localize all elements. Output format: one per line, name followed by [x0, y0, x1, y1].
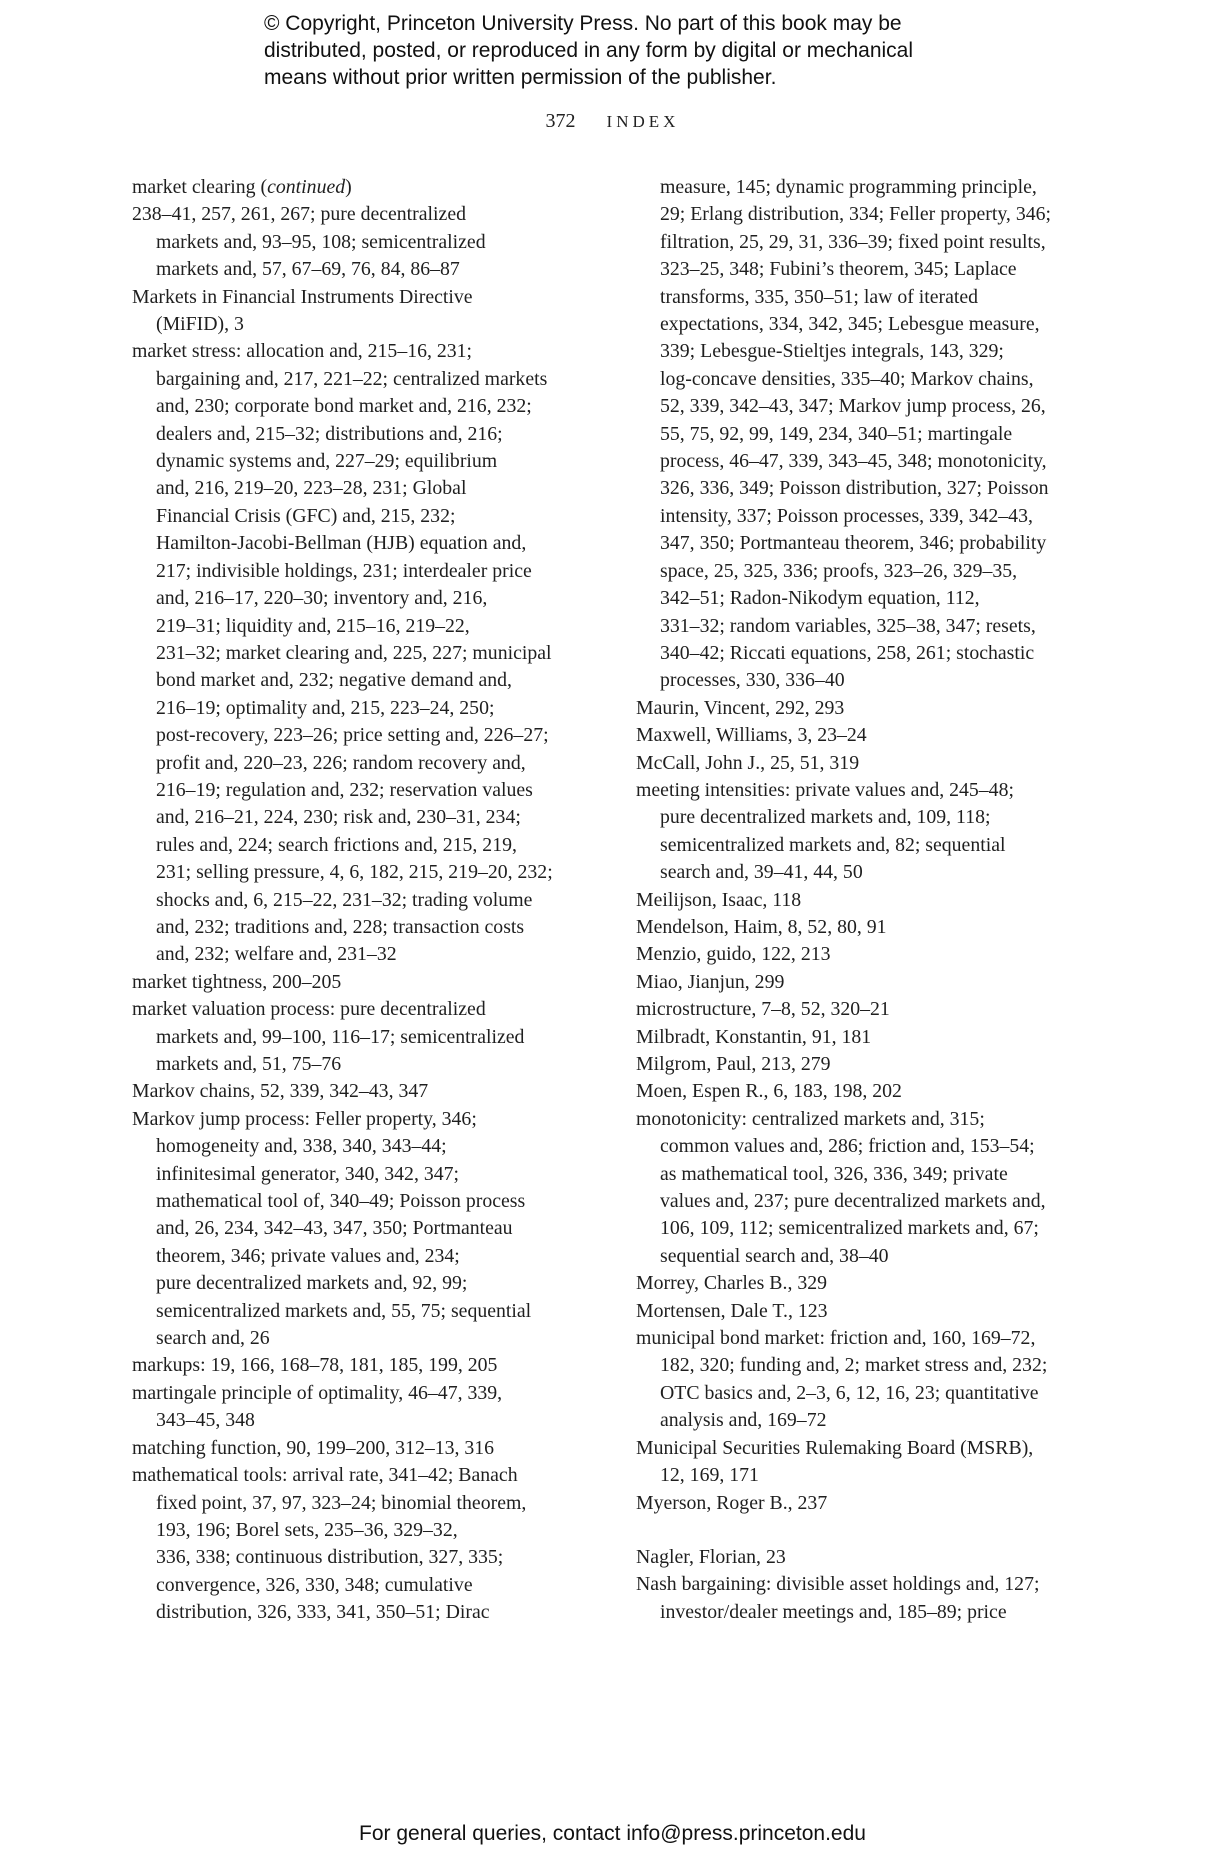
entry-line: shocks and, 6, 215–22, 231–32; trading volume: [156, 888, 533, 911]
entry-line: Mendelson, Haim, 8, 52, 80, 91: [636, 915, 887, 938]
entry-line: McCall, John J., 25, 51, 319: [636, 751, 860, 774]
index-entry: [636, 1298, 1096, 1325]
index-entry: [636, 941, 1096, 968]
entry-line: and, 216–17, 220–30; inventory and, 216,: [156, 587, 488, 610]
entry-line: market tightness, 200–205: [132, 970, 342, 993]
index-entry: [132, 1462, 602, 1626]
entry-line: 347, 350; Portmanteau theorem, 346; probability: [660, 532, 1047, 555]
index-entry: [636, 969, 1096, 996]
entry-line: municipal bond market: friction and, 160, 169–72,: [636, 1327, 1036, 1350]
entry-line: pure decentralized markets and, 109, 118;: [660, 806, 991, 829]
index-entry: [132, 1106, 602, 1353]
entry-line: theorem, 346; private values and, 234;: [156, 1244, 460, 1267]
entry-line: Moen, Espen R., 6, 183, 198, 202: [636, 1080, 902, 1103]
entry-line: search and, 39–41, 44, 50: [660, 861, 863, 884]
entry-line: Hamilton-Jacobi-Bellman (HJB) equation and,: [156, 532, 527, 555]
entry-line: Markov chains, 52, 339, 342–43, 347: [132, 1080, 429, 1103]
index-entry: [636, 1490, 1096, 1517]
index-entry: [636, 1435, 1096, 1490]
entry-line: distribution, 326, 333, 341, 350–51; Dirac: [156, 1601, 490, 1624]
section-title: INDEX: [606, 112, 680, 131]
entry-line: processes, 330, 336–40: [660, 669, 845, 692]
index-column-right: [636, 174, 1096, 1626]
entry-line: 343–45, 348: [156, 1409, 255, 1432]
entry-line: process, 46–47, 339, 343–45, 348; monotonicity,: [660, 450, 1047, 473]
entry-line: market stress: allocation and, 215–16, 231;: [132, 340, 473, 363]
index-entry: [636, 1571, 1096, 1626]
entry-line: search and, 26: [156, 1327, 270, 1350]
index-entry: [636, 1270, 1096, 1297]
entry-line: values and, 237; pure decentralized markets and,: [660, 1190, 1046, 1213]
entry-line: Nash bargaining: divisible asset holdings and, 127;: [636, 1573, 1040, 1596]
index-entry: [636, 914, 1096, 941]
index-entry: [132, 1435, 602, 1462]
entry-line: markets and, 57, 67–69, 76, 84, 86–87: [156, 258, 460, 281]
entry-line: Menzio, guido, 122, 213: [636, 943, 831, 966]
index-entry: [636, 1325, 1096, 1435]
entry-line: 323–25, 348; Fubini’s theorem, 345; Laplace: [660, 258, 1017, 281]
entry-line: and, 232; welfare and, 231–32: [156, 943, 397, 966]
index-entry: [636, 750, 1096, 777]
entry-line: (MiFID), 3: [156, 313, 244, 336]
entry-line: 52, 339, 342–43, 347; Markov jump process, 26,: [660, 395, 1046, 418]
entry-line: pure decentralized markets and, 92, 99;: [156, 1272, 468, 1295]
entry-line: semicentralized markets and, 82; sequential: [660, 833, 1006, 856]
entry-term: market clearing: [132, 176, 256, 198]
entry-line: fixed point, 37, 97, 323–24; binomial theorem,: [156, 1491, 527, 1514]
entry-line: Morrey, Charles B., 329: [636, 1272, 828, 1295]
page-number: 372: [545, 110, 576, 132]
index-column-left: [132, 174, 602, 1627]
entry-line: OTC basics and, 2–3, 6, 12, 16, 23; quantitative: [660, 1381, 1039, 1404]
entry-line: and, 232; traditions and, 228; transaction costs: [156, 915, 525, 938]
entry-line: Miao, Jianjun, 299: [636, 970, 785, 993]
entry-line: common values and, 286; friction and, 153–54;: [660, 1135, 1035, 1158]
entry-line: convergence, 326, 330, 348; cumulative: [156, 1573, 473, 1596]
entry-line: post-recovery, 223–26; price setting and, 226–27;: [156, 724, 549, 747]
index-entry: [636, 722, 1096, 749]
entry-line: and, 216, 219–20, 223–28, 231; Global: [156, 477, 467, 500]
entry-line: martingale principle of optimality, 46–47, 339,: [132, 1381, 503, 1404]
entry-line: 193, 196; Borel sets, 235–36, 329–32,: [156, 1518, 458, 1541]
index-entry: [636, 1078, 1096, 1105]
entry-line: and, 230; corporate bond market and, 216, 232;: [156, 395, 532, 418]
entry-line: 231–32; market clearing and, 225, 227; municipal: [156, 641, 552, 664]
index-entry: [132, 284, 602, 339]
index-entry: [132, 338, 602, 968]
right-entries: [636, 695, 1096, 1517]
entry-line: 29; Erlang distribution, 334; Feller property, 346;: [660, 203, 1051, 226]
entry-line: 219–31; liquidity and, 215–16, 219–22,: [156, 614, 470, 637]
running-head: [0, 110, 1225, 133]
entry-line: 331–32; random variables, 325–38, 347; resets,: [660, 614, 1036, 637]
index-entry: [636, 1544, 1096, 1571]
entry-line: Maurin, Vincent, 292, 293: [636, 696, 845, 719]
entry-line: 340–42; Riccati equations, 258, 261; stochastic: [660, 641, 1035, 664]
index-entry: [636, 1106, 1096, 1270]
entry-line: 216–19; optimality and, 215, 223–24, 250;: [156, 696, 495, 719]
entry-line: analysis and, 169–72: [660, 1409, 827, 1432]
index-entry: [132, 969, 602, 996]
entry-line: profit and, 220–23, 226; random recovery and,: [156, 751, 526, 774]
index-entry: [636, 996, 1096, 1023]
entry-line: measure, 145; dynamic programming principle,: [660, 176, 1037, 198]
continuation-block: [636, 174, 1096, 695]
footer-contact: For general queries, contact info@press.princeton.edu: [359, 1822, 866, 1845]
entry-line: Municipal Securities Rulemaking Board (MSRB),: [636, 1436, 1034, 1459]
entry-line: Financial Crisis (GFC) and, 215, 232;: [156, 504, 456, 527]
copyright-notice: [264, 10, 984, 91]
entry-line: log-concave densities, 335–40; Markov chains,: [660, 367, 1034, 390]
entry-line: meeting intensities: private values and, 245–48;: [636, 778, 1014, 801]
entry-line: and, 216–21, 224, 230; risk and, 230–31, 234;: [156, 806, 521, 829]
index-entry: [132, 1078, 602, 1105]
entry-line: 55, 75, 92, 99, 149, 234, 340–51; martingale: [660, 422, 1013, 445]
copyright-line: distributed, posted, or reproduced in any form by digital or mechanical: [264, 39, 914, 62]
index-entry: [132, 996, 602, 1078]
continued-label: continued: [267, 176, 346, 198]
entry-line: expectations, 334, 342, 345; Lebesgue measure,: [660, 313, 1040, 336]
index-entry: [636, 777, 1096, 887]
entry-line: 182, 320; funding and, 2; market stress and, 232;: [660, 1354, 1048, 1377]
entry-line: monotonicity: centralized markets and, 315;: [636, 1107, 985, 1130]
entry-line: dealers and, 215–32; distributions and, 216;: [156, 422, 503, 445]
entry-line: mathematical tool of, 340–49; Poisson process: [156, 1190, 526, 1213]
entry-line: microstructure, 7–8, 52, 320–21: [636, 998, 890, 1021]
entry-line: Nagler, Florian, 23: [636, 1545, 786, 1568]
entry-line: homogeneity and, 338, 340, 343–44;: [156, 1135, 447, 1158]
entry-line: filtration, 25, 29, 31, 336–39; fixed point results,: [660, 230, 1046, 253]
index-entry: [636, 695, 1096, 722]
left-entries: [132, 201, 602, 1626]
entry-line: transforms, 335, 350–51; law of iterated: [660, 285, 979, 308]
entry-line: markets and, 93–95, 108; semicentralized: [156, 230, 486, 253]
entry-line: investor/dealer meetings and, 185–89; price: [660, 1600, 1007, 1623]
entry-line: 342–51; Radon-Nikodym equation, 112,: [660, 587, 980, 610]
entry-line: rules and, 224; search frictions and, 215, 219,: [156, 833, 517, 856]
entry-line: 217; indivisible holdings, 231; interdealer price: [156, 559, 532, 582]
entry-line: markets and, 51, 75–76: [156, 1053, 342, 1075]
entry-line: 339; Lebesgue-Stieltjes integrals, 143, 329;: [660, 340, 1004, 363]
entry-line: infinitesimal generator, 340, 342, 347;: [156, 1162, 460, 1185]
entry-line: dynamic systems and, 227–29; equilibrium: [156, 450, 498, 473]
entry-line: sequential search and, 38–40: [660, 1244, 889, 1267]
entry-line: 326, 336, 349; Poisson distribution, 327; Poisson: [660, 477, 1049, 500]
entry-line: Markov jump process: Feller property, 346;: [132, 1107, 477, 1130]
index-entry: [132, 1352, 602, 1379]
entry-line: space, 25, 325, 336; proofs, 323–26, 329–35,: [660, 559, 1018, 582]
entry-line: Mortensen, Dale T., 123: [636, 1299, 828, 1322]
entry-line: bond market and, 232; negative demand and,: [156, 669, 512, 692]
entry-line: matching function, 90, 199–200, 312–13, 316: [132, 1436, 495, 1459]
entry-line: and, 26, 234, 342–43, 347, 350; Portmanteau: [156, 1217, 513, 1240]
entry-line: intensity, 337; Poisson processes, 339, 342–43,: [660, 504, 1033, 527]
entry-line: 106, 109, 112; semicentralized markets and, 67;: [660, 1217, 1039, 1240]
n-letter-entries: [636, 1544, 1096, 1626]
index-entry: [132, 201, 602, 283]
entry-line: Maxwell, Williams, 3, 23–24: [636, 724, 867, 747]
entry-line: Markets in Financial Instruments Directive: [132, 285, 473, 308]
index-entry-heading: market clearing (continued): [132, 176, 352, 198]
entry-line: Meilijson, Isaac, 118: [636, 888, 802, 911]
entry-line: 216–19; regulation and, 232; reservation values: [156, 778, 533, 801]
entry-line: Milbradt, Konstantin, 91, 181: [636, 1025, 872, 1048]
entry-line: markets and, 99–100, 116–17; semicentralized: [156, 1025, 525, 1048]
index-entry: [636, 1051, 1096, 1078]
copyright-line: means without prior written permission of the publisher.: [264, 66, 777, 89]
entry-line: Milgrom, Paul, 213, 279: [636, 1053, 831, 1075]
index-entry: [132, 1380, 602, 1435]
index-entry: [636, 1024, 1096, 1051]
entry-line: 12, 169, 171: [660, 1464, 759, 1487]
copyright-line: © Copyright, Princeton University Press. No part of this book may be: [264, 12, 902, 35]
entry-line: 231; selling pressure, 4, 6, 182, 215, 219–20, 232;: [156, 861, 553, 884]
entry-line: markups: 19, 166, 168–78, 181, 185, 199, 205: [132, 1354, 498, 1377]
entry-line: 238–41, 257, 261, 267; pure decentralized: [132, 203, 466, 226]
entry-line: semicentralized markets and, 55, 75; sequential: [156, 1299, 532, 1322]
index-entry: [636, 887, 1096, 914]
entry-line: Myerson, Roger B., 237: [636, 1491, 828, 1514]
entry-line: bargaining and, 217, 221–22; centralized markets: [156, 367, 548, 390]
entry-line: market valuation process: pure decentralized: [132, 998, 486, 1021]
entry-line: 336, 338; continuous distribution, 327, 335;: [156, 1546, 504, 1569]
entry-line: mathematical tools: arrival rate, 341–42; Banach: [132, 1464, 518, 1487]
entry-line: as mathematical tool, 326, 336, 349; private: [660, 1162, 1008, 1185]
